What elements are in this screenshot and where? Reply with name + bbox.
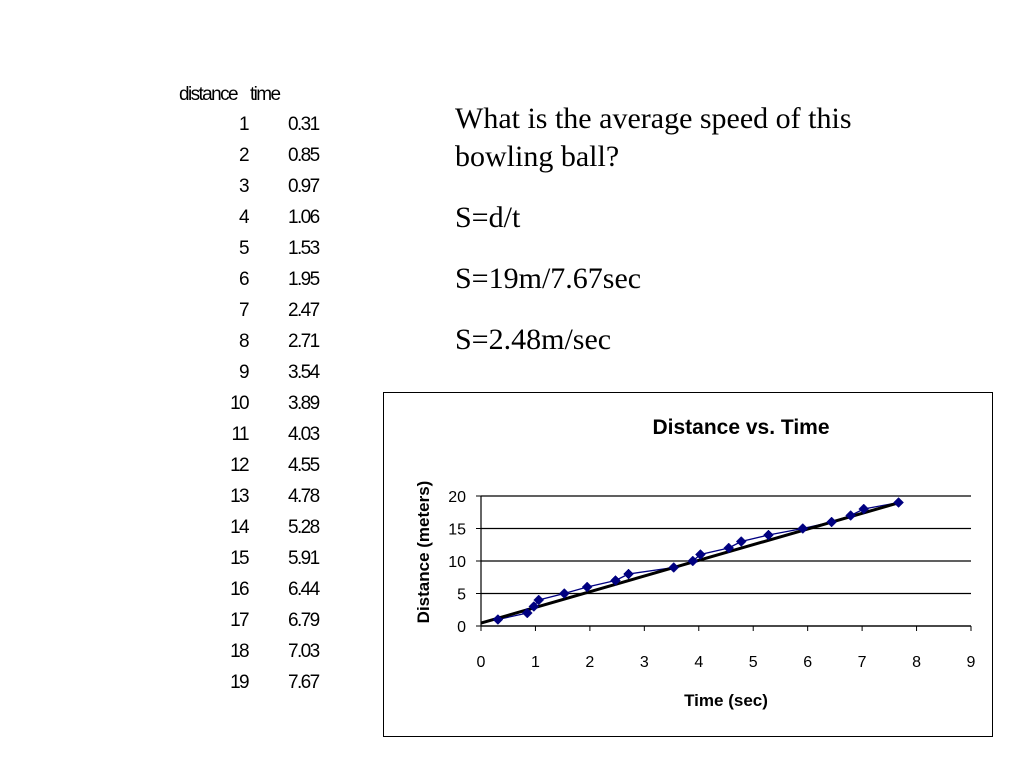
cell-time: 5.91 [288, 548, 319, 569]
x-tick-label: 8 [912, 654, 922, 671]
answer-text: S=2.48m/sec [455, 323, 612, 356]
table-row [176, 511, 336, 542]
data-point [894, 498, 904, 508]
cell-distance: 8 [239, 331, 248, 352]
y-axis-label: Distance (meters) [414, 480, 433, 624]
x-tick-label: 0 [476, 654, 486, 671]
cell-distance: 17 [230, 610, 248, 631]
cell-time: 2.71 [288, 331, 319, 352]
cell-time: 5.28 [288, 517, 319, 538]
header-distance: distance [179, 84, 237, 105]
y-tick-label: 10 [448, 554, 466, 571]
table-row [176, 108, 336, 139]
cell-distance: 7 [239, 300, 248, 321]
cell-distance: 4 [239, 207, 248, 228]
chart-title: Distance vs. Time [652, 416, 830, 439]
cell-distance: 3 [239, 176, 248, 197]
data-point [827, 517, 837, 527]
y-tick-label: 0 [457, 619, 466, 636]
cell-distance: 18 [230, 641, 248, 662]
table-row [176, 356, 336, 387]
x-tick-label: 7 [857, 654, 867, 671]
table-row [176, 573, 336, 604]
x-tick-label: 6 [803, 654, 813, 671]
table-row [176, 387, 336, 418]
cell-distance: 2 [239, 145, 248, 166]
question-block [455, 100, 875, 382]
table-header [176, 84, 336, 108]
x-tick-label: 2 [585, 654, 595, 671]
table-row [176, 604, 336, 635]
table-row [176, 232, 336, 263]
y-tick-label: 15 [448, 521, 466, 539]
table-row [176, 263, 336, 294]
table-row [176, 449, 336, 480]
x-tick-label: 9 [966, 654, 976, 671]
cell-distance: 16 [230, 579, 248, 600]
table-row [176, 201, 336, 232]
cell-time: 7.03 [288, 641, 319, 662]
cell-time: 4.78 [288, 486, 319, 507]
cell-time: 6.44 [288, 579, 319, 600]
cell-time: 0.97 [288, 176, 319, 197]
substitution-text: S=19m/7.67sec [455, 262, 642, 295]
cell-distance: 19 [230, 672, 248, 693]
table-row [176, 666, 336, 697]
cell-time: 2.47 [288, 300, 319, 321]
cell-time: 1.06 [288, 207, 319, 228]
data-point [669, 563, 679, 573]
table-row [176, 542, 336, 573]
cell-distance: 5 [239, 238, 248, 259]
x-tick-label: 5 [748, 654, 758, 671]
cell-time: 1.53 [288, 238, 319, 259]
x-axis-label: Time (sec) [684, 691, 768, 710]
cell-distance: 15 [230, 548, 248, 569]
cell-time: 6.79 [288, 610, 319, 631]
cell-distance: 9 [239, 362, 248, 383]
table-body [176, 108, 336, 697]
x-tick-label: 1 [530, 654, 540, 671]
data-table [176, 84, 336, 697]
y-tick-label: 20 [448, 489, 466, 506]
cell-distance: 6 [239, 269, 248, 290]
cell-time: 1.95 [288, 269, 319, 290]
data-point [624, 569, 634, 579]
data-point [736, 537, 746, 547]
cell-time: 4.55 [288, 455, 319, 476]
header-time: time [250, 84, 280, 105]
cell-distance: 12 [230, 455, 248, 476]
formula-text: S=d/t [455, 201, 521, 234]
cell-time: 7.67 [288, 672, 319, 693]
table-row [176, 170, 336, 201]
table-row [176, 325, 336, 356]
cell-distance: 13 [230, 486, 248, 507]
chart-frame [383, 392, 993, 737]
cell-distance: 1 [239, 114, 248, 135]
cell-time: 3.89 [288, 393, 319, 414]
distance-time-chart [384, 393, 994, 738]
table-row [176, 480, 336, 511]
cell-time: 4.03 [288, 424, 319, 445]
table-row [176, 635, 336, 666]
cell-time: 3.54 [288, 362, 319, 383]
table-row [176, 418, 336, 449]
question-text: What is the average speed of this bowling ball? [455, 102, 852, 173]
cell-time: 0.31 [288, 114, 319, 135]
x-tick-label: 4 [694, 654, 704, 671]
cell-distance: 11 [231, 424, 248, 445]
table-row [176, 139, 336, 170]
table-row [176, 294, 336, 325]
cell-distance: 10 [230, 393, 248, 414]
cell-distance: 14 [230, 517, 248, 538]
x-tick-label: 3 [639, 654, 649, 671]
y-tick-label: 5 [457, 586, 466, 604]
cell-time: 0.85 [288, 145, 319, 166]
